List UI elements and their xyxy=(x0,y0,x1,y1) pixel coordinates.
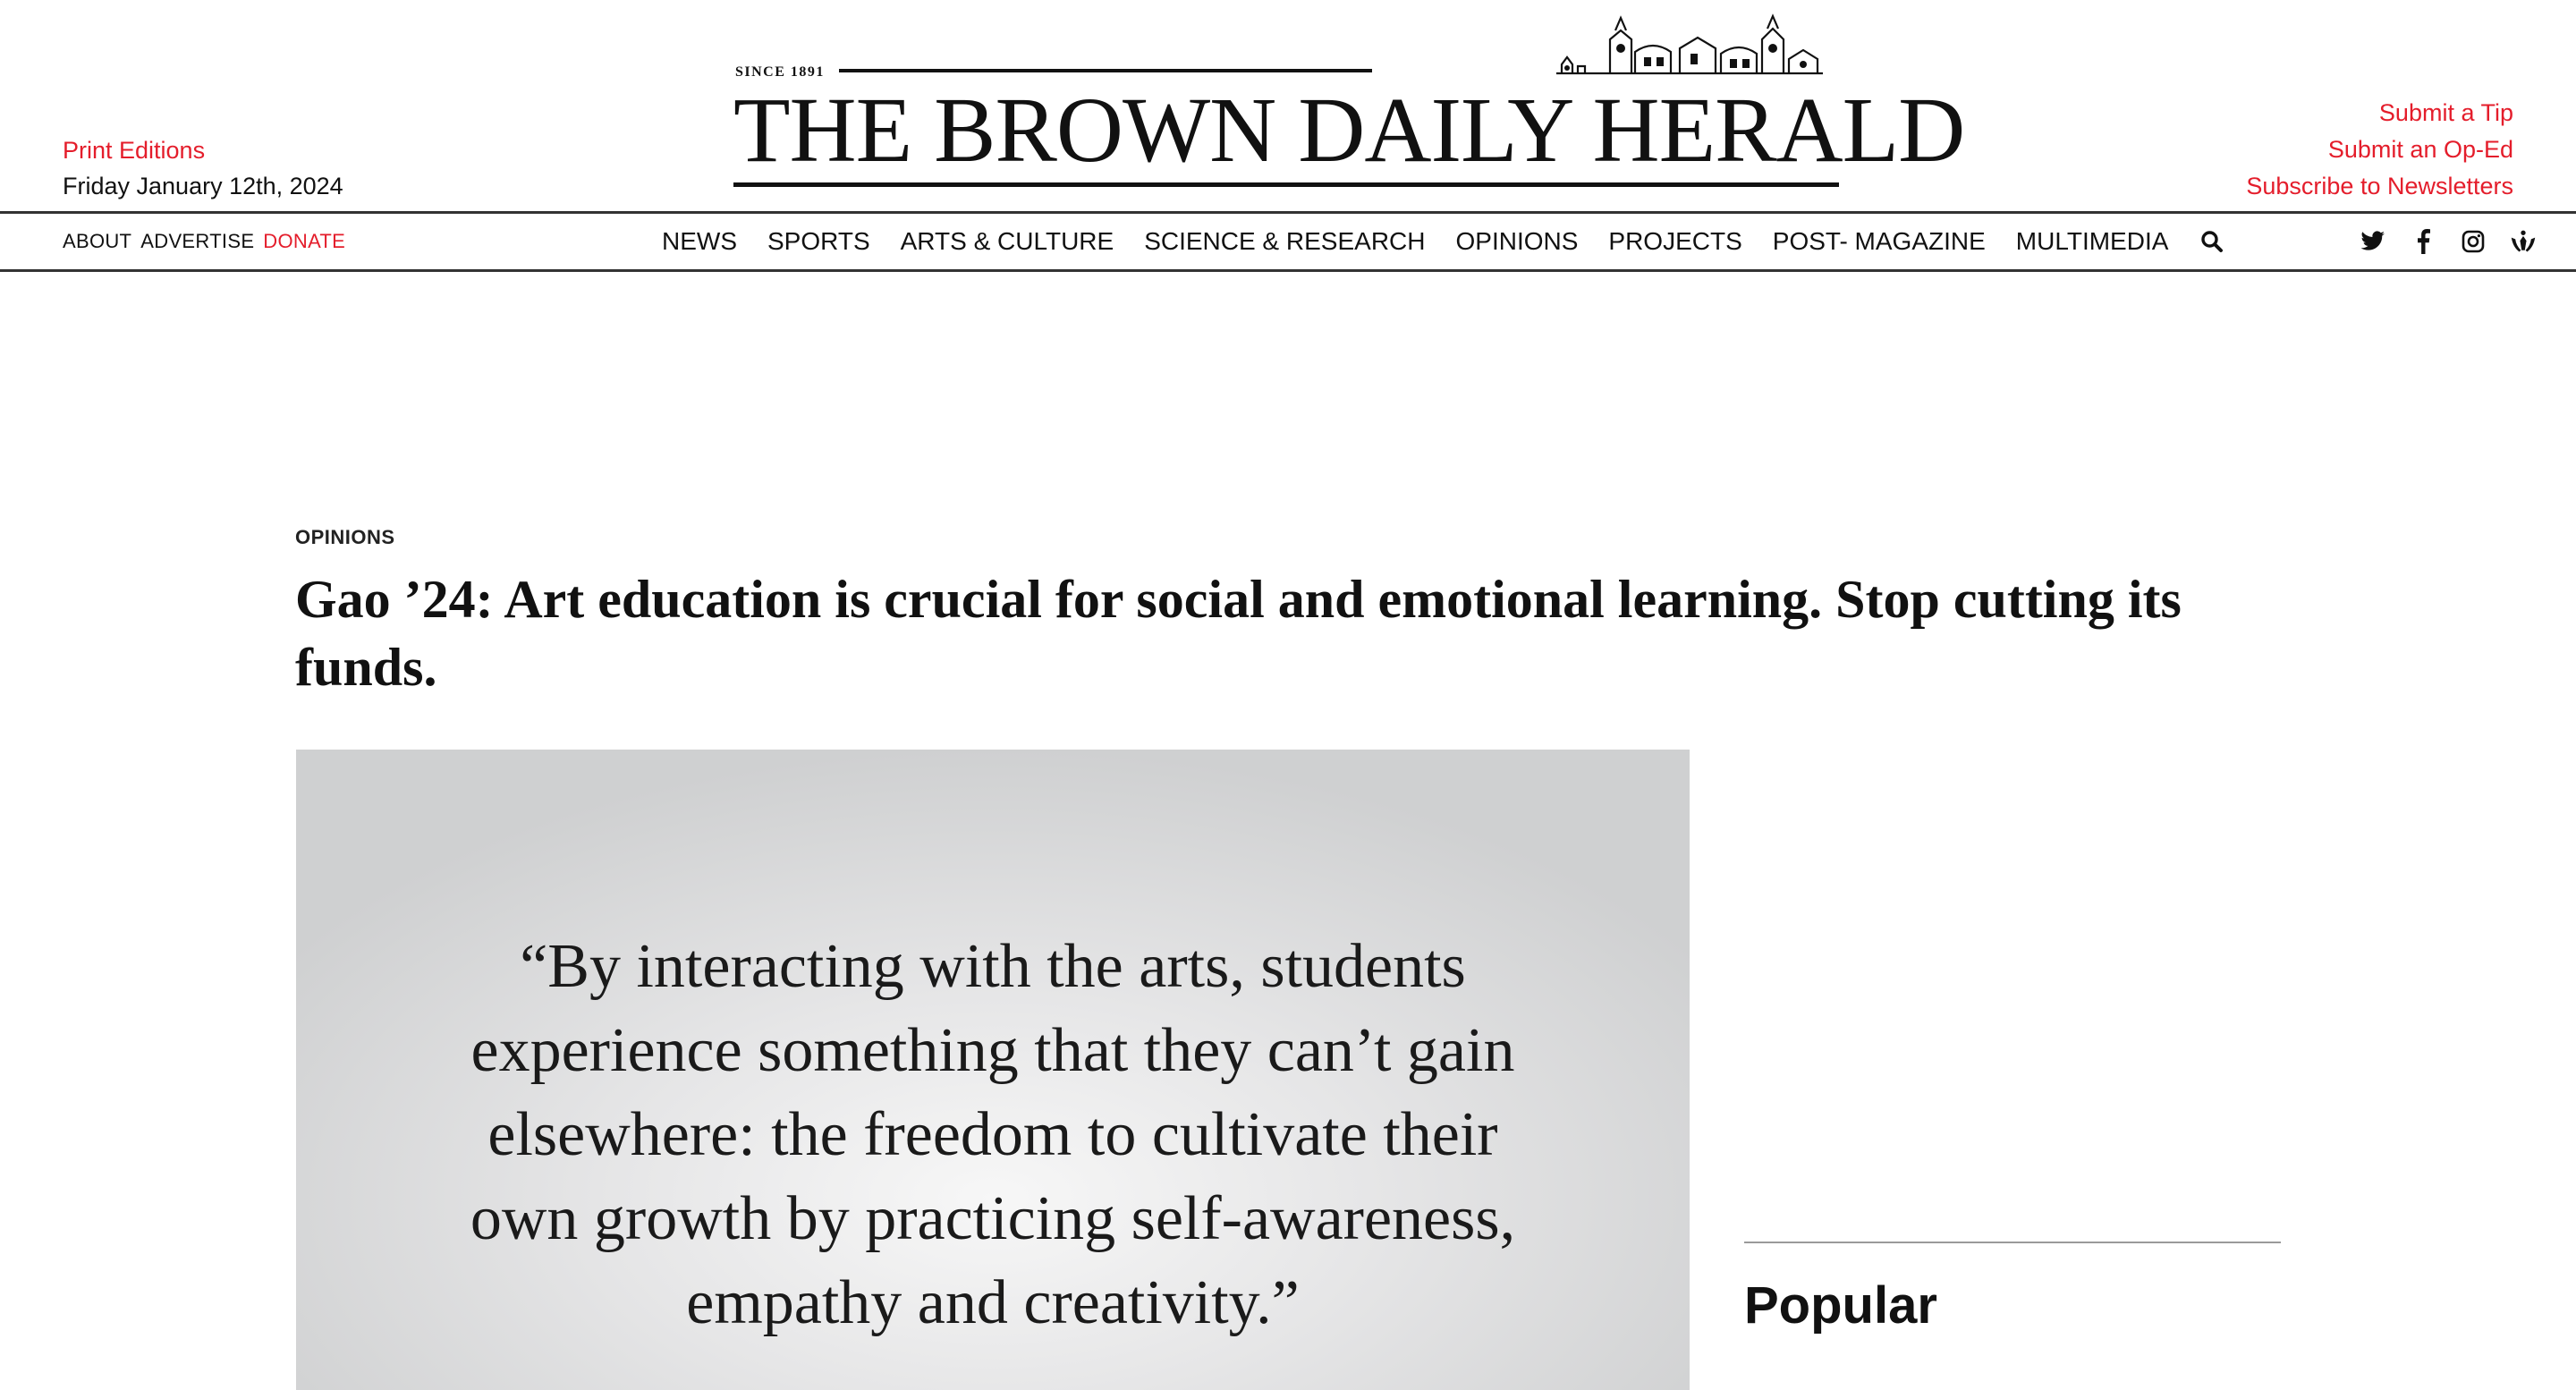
since-label: SINCE 1891 xyxy=(735,64,825,80)
site-logo[interactable] xyxy=(733,13,1965,191)
masthead xyxy=(0,0,2576,211)
sidebar-divider xyxy=(1744,1242,2281,1243)
nav-projects[interactable]: PROJECTS xyxy=(1608,227,1742,255)
instagram-icon[interactable] xyxy=(2460,228,2487,255)
nav-sports[interactable]: SPORTS xyxy=(767,227,870,255)
nav-arts-culture[interactable]: ARTS & CULTURE xyxy=(900,227,1114,255)
submit-tip-link[interactable]: Submit a Tip xyxy=(2378,99,2513,126)
nav-news[interactable]: NEWS xyxy=(662,227,737,255)
nav-science-research[interactable]: SCIENCE & RESEARCH xyxy=(1144,227,1426,255)
masthead-left xyxy=(63,132,343,204)
brown-herald-icon[interactable] xyxy=(2510,228,2537,255)
nav-post-magazine[interactable]: POST- MAGAZINE xyxy=(1772,227,1986,255)
site-title: THE BROWN DAILY HERALD xyxy=(733,79,1965,182)
utility-links xyxy=(63,214,345,269)
nav-opinions[interactable]: OPINIONS xyxy=(1455,227,1579,255)
print-editions-link[interactable]: Print Editions xyxy=(63,137,206,164)
hero-image xyxy=(296,750,1690,1390)
article-category[interactable]: OPINIONS xyxy=(295,526,395,548)
search-icon[interactable] xyxy=(2199,228,2225,255)
campus-skyline-icon xyxy=(1555,13,1823,82)
twitter-icon[interactable] xyxy=(2360,228,2386,255)
facebook-icon[interactable] xyxy=(2410,228,2436,255)
subscribe-newsletters-link[interactable]: Subscribe to Newsletters xyxy=(2246,173,2513,199)
masthead-right xyxy=(2246,95,2513,205)
since-rule xyxy=(839,69,1372,72)
hero-quote: “By interacting with the arts, students experience something that they can’t gain elsewhere: the freedom to cultivate their own growth by practicing self-awareness, empathy and creativity.” xyxy=(470,932,1516,1337)
submit-op-ed-link[interactable]: Submit an Op-Ed xyxy=(2327,136,2513,163)
about-link[interactable]: ABOUT xyxy=(63,230,132,252)
current-date: Friday January 12th, 2024 xyxy=(63,173,343,199)
donate-link[interactable]: DONATE xyxy=(263,230,346,252)
social-links xyxy=(2360,214,2537,269)
popular-heading: Popular xyxy=(1744,1276,1937,1335)
article-headline: Gao ’24: Art education is crucial for social and emotional learning. Stop cutting its funds. xyxy=(295,570,2182,697)
advertise-link[interactable]: ADVERTISE xyxy=(140,230,255,252)
main-nav xyxy=(0,211,2576,272)
nav-multimedia[interactable]: MULTIMEDIA xyxy=(2015,227,2169,255)
section-links xyxy=(662,214,2225,269)
logo-underline xyxy=(733,182,1839,187)
